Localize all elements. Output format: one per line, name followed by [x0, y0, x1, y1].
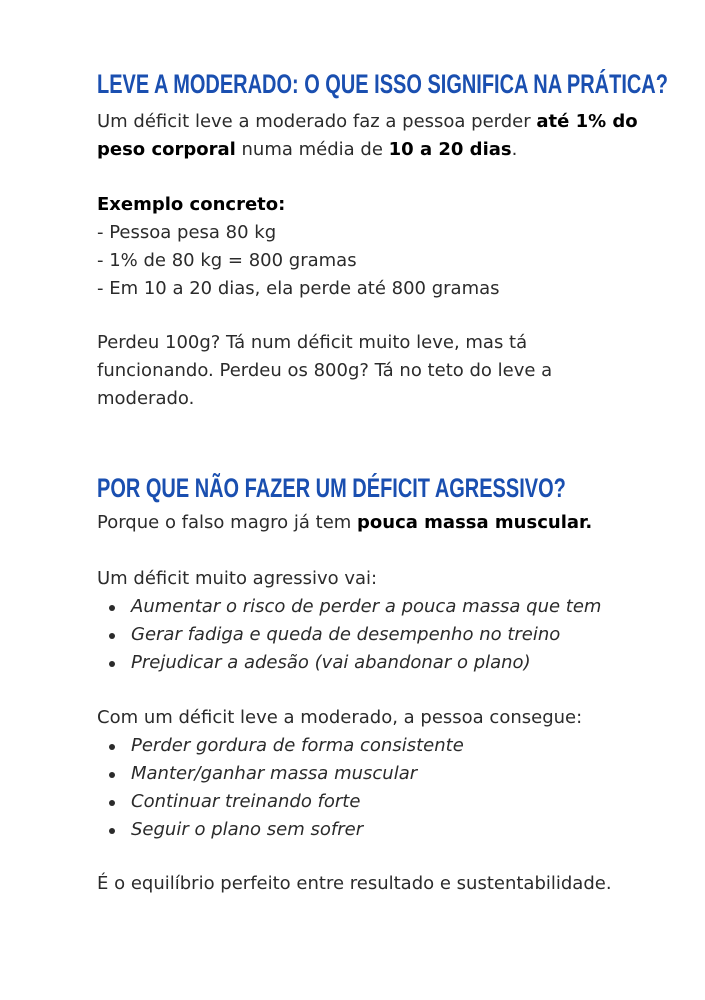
list-item [97, 621, 601, 649]
closing-line: Perdeu 100g? Tá num déficit muito leve, mas tá [97, 332, 528, 353]
section2-intro-text: Porque o falso magro já tem [97, 512, 358, 533]
section2-intro-bold: pouca massa muscular. [357, 512, 593, 533]
closing-line: funcionando. Perdeu os 800g? Tá no teto do leve a [97, 360, 553, 381]
intro-line-1 [97, 108, 657, 136]
conclusion-paragraph: É o equilíbrio perfeito entre resultado e sustentabilidade. [97, 873, 612, 894]
section2-intro-line [97, 509, 657, 537]
section2-intro [97, 509, 657, 537]
list-item [97, 760, 464, 788]
intro-bold-1: até 1% do [536, 111, 638, 132]
closing-line: moderado. [97, 388, 195, 409]
example-line: - 1% de 80 kg = 800 gramas [97, 250, 357, 271]
example-line: - Pessoa pesa 80 kg [97, 222, 277, 243]
closing-paragraph [97, 329, 657, 413]
intro-bold-3: 10 a 20 dias [388, 139, 512, 160]
list-item-text: Manter/ganhar massa muscular [131, 763, 418, 784]
bullet-dot-icon [109, 744, 115, 750]
intro-text-2: numa média de [235, 139, 389, 160]
list-item-text: Prejudicar a adesão (vai abandonar o plano) [131, 652, 531, 673]
list-item [97, 593, 601, 621]
list-item-text: Perder gordura de forma consistente [131, 735, 464, 756]
list-item [97, 788, 464, 816]
example-block [97, 191, 657, 303]
section-heading-deficit-agressivo: POR QUE NÃO FAZER UM DÉFICIT AGRESSIVO? [97, 473, 566, 503]
list-item [97, 816, 464, 844]
bullet-dot-icon [109, 828, 115, 834]
intro-text-1: Um déficit leve a moderado faz a pessoa perder [97, 111, 537, 132]
list2-title: Com um déficit leve a moderado, a pessoa consegue: [97, 707, 583, 728]
bullet-dot-icon [109, 605, 115, 611]
list-aggressive-risks [97, 593, 601, 677]
list-item-text: Gerar fadiga e queda de desempenho no treino [131, 624, 561, 645]
bullet-dot-icon [109, 800, 115, 806]
list1-title: Um déficit muito agressivo vai: [97, 568, 378, 589]
list-item-text: Aumentar o risco de perder a pouca massa que tem [131, 596, 602, 617]
list-item-text: Continuar treinando forte [131, 791, 361, 812]
example-line: - Em 10 a 20 dias, ela perde até 800 gramas [97, 278, 500, 299]
list-moderate-benefits [97, 732, 464, 844]
intro-line-2 [97, 136, 657, 164]
bullet-dot-icon [109, 633, 115, 639]
list-item [97, 649, 601, 677]
list-item [97, 732, 464, 760]
intro-paragraph [97, 108, 657, 164]
section-heading-leve-moderado: LEVE A MODERADO: O QUE ISSO SIGNIFICA NA PRÁTICA? [97, 69, 668, 99]
intro-text-3: . [511, 139, 518, 160]
intro-bold-2: peso corporal [97, 139, 236, 160]
bullet-dot-icon [109, 661, 115, 667]
example-title: Exemplo concreto: [97, 194, 286, 215]
list-item-text: Seguir o plano sem sofrer [131, 819, 364, 840]
bullet-dot-icon [109, 772, 115, 778]
